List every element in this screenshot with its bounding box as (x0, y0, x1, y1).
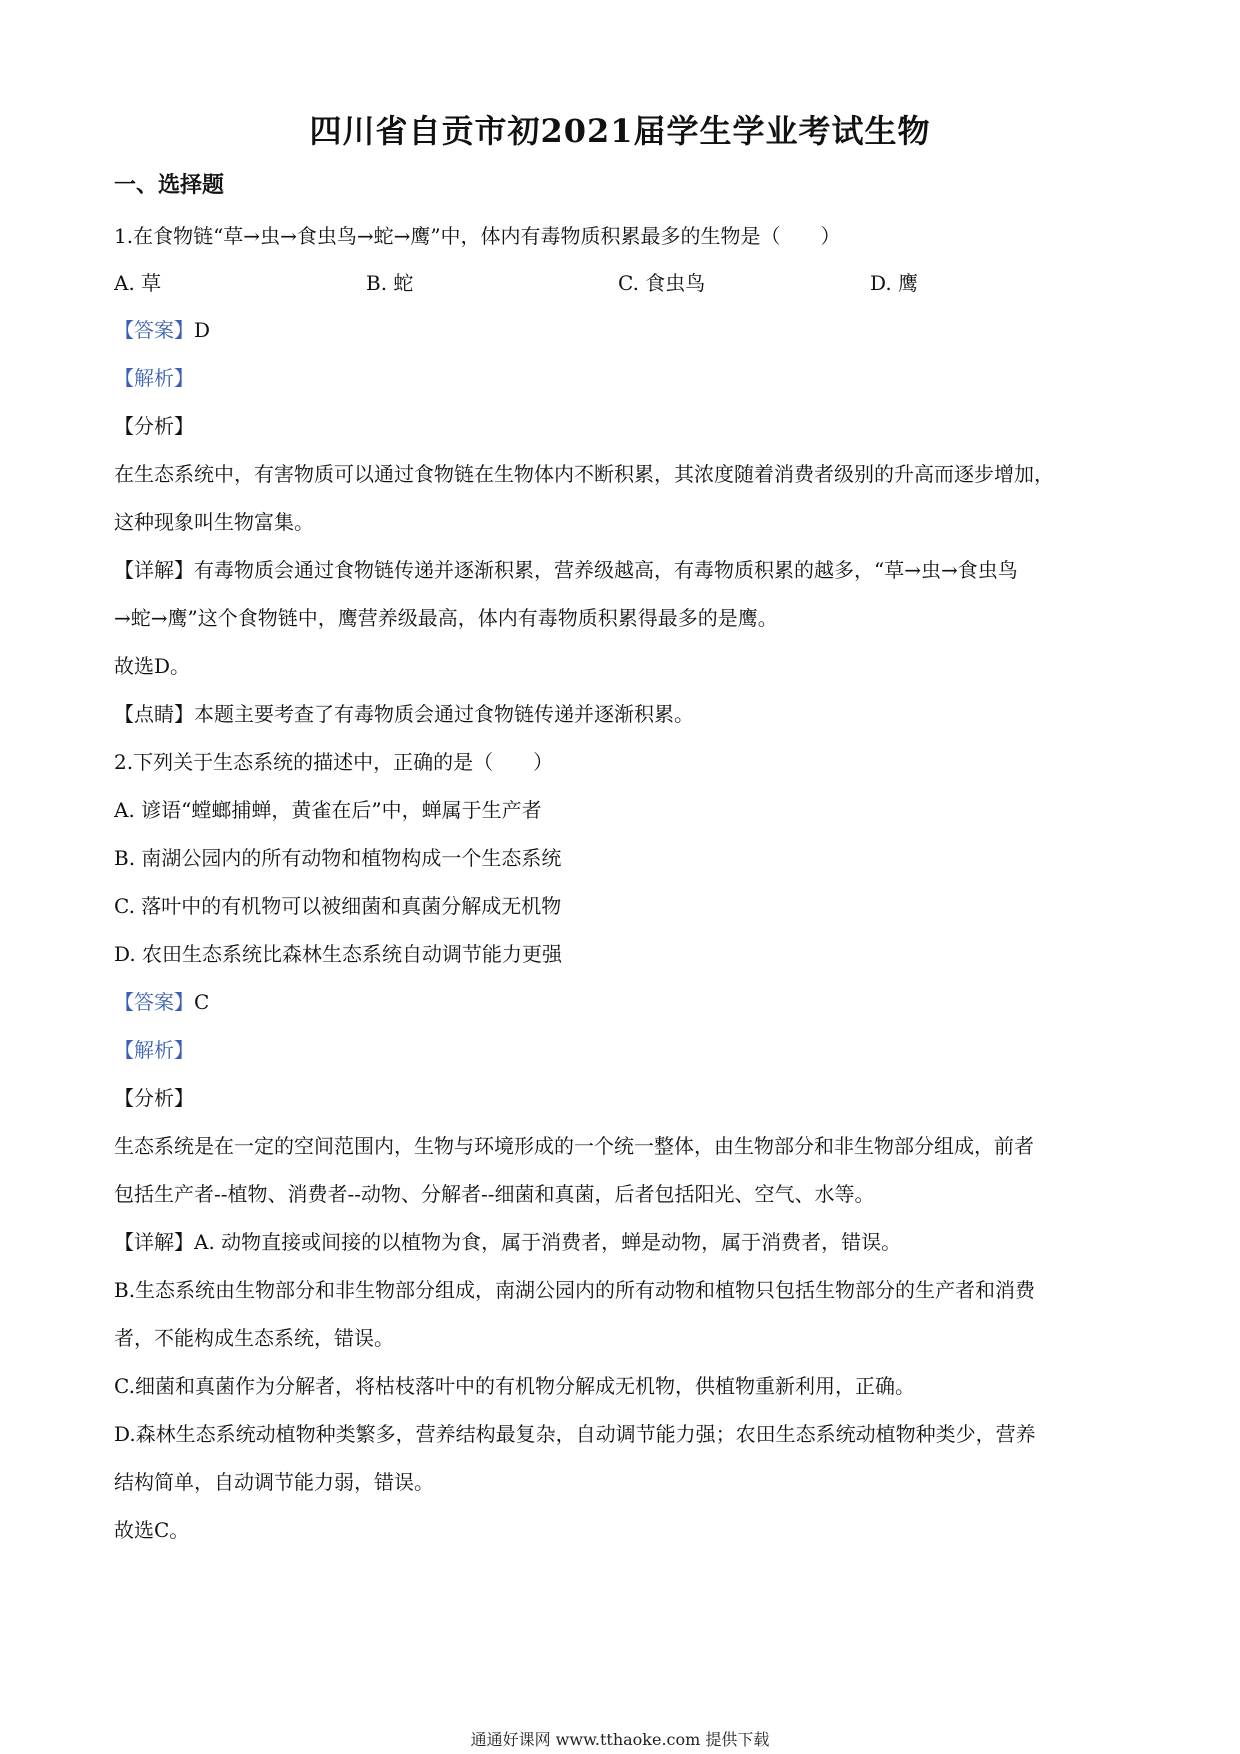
answer-value: C (194, 990, 210, 1014)
q2-detail-a (114, 1228, 901, 1256)
answer-value: D (194, 318, 211, 342)
document-title: 四川省自贡市初2021届学生学业考试生物 (309, 112, 931, 150)
q1-stem: 1.在食物链“草→虫→食虫鸟→蛇→鹰”中，体内有毒物质积累最多的生物是（ ） (114, 224, 841, 248)
q2-detail-c: C.细菌和真菌作为分解者，将枯枝落叶中的有机物分解成无机物，供植物重新利用，正确。 (114, 1374, 915, 1398)
analysis-tag: 【解析】 (114, 1038, 194, 1062)
answer-tag: 【答案】 (114, 318, 194, 342)
fenxi-tag: 【分析】 (114, 414, 194, 438)
comment-tag: 【点睛】 (114, 702, 194, 726)
detail-text: 有毒物质会通过食物链传递并逐渐积累，营养级越高，有毒物质积累的越多，“草→虫→食虫鸟 (194, 558, 1018, 582)
detail-text: A. 动物直接或间接的以植物为食，属于消费者，蝉是动物，属于消费者，错误。 (194, 1230, 902, 1254)
detail-tag: 【详解】 (114, 558, 194, 582)
q2-detail-b1: B.生态系统由生物部分和非生物部分组成，南湖公园内的所有动物和植物只包括生物部分的生产者和消费 (114, 1278, 1036, 1302)
q1-fenxi-line2: 这种现象叫生物富集。 (114, 510, 314, 534)
q1-option-b: B. 蛇 (366, 271, 414, 295)
q2-option-b: B. 南湖公园内的所有动物和植物构成一个生态系统 (114, 846, 562, 870)
comment-text: 本题主要考查了有毒物质会通过食物链传递并逐渐积累。 (194, 702, 694, 726)
section-heading: 一、选择题 (114, 172, 225, 198)
q1-fenxi-line1: 在生态系统中，有害物质可以通过食物链在生物体内不断积累，其浓度随着消费者级别的升高而逐步增加， (114, 462, 1054, 486)
q2-fenxi-line2: 包括生产者--植物、消费者--动物、分解者--细菌和真菌，后者包括阳光、空气、水等。 (114, 1182, 875, 1206)
q2-fenxi-line1: 生态系统是在一定的空间范围内，生物与环境形成的一个统一整体，由生物部分和非生物部分组成，前者 (114, 1134, 1034, 1158)
fenxi-tag: 【分析】 (114, 1086, 194, 1110)
analysis-tag: 【解析】 (114, 366, 194, 390)
q2-conclusion: 故选C。 (114, 1518, 190, 1542)
q1-answer-line (114, 316, 210, 344)
q2-option-a: A. 谚语“螳螂捕蝉，黄雀在后”中，蝉属于生产者 (114, 798, 542, 822)
q1-option-d: D. 鹰 (870, 271, 919, 295)
q1-option-c: C. 食虫鸟 (618, 271, 706, 295)
q1-detail-line2: →蛇→鹰”这个食物链中，鹰营养级最高，体内有毒物质积累得最多的是鹰。 (114, 606, 778, 630)
q1-conclusion: 故选D。 (114, 654, 191, 678)
q2-detail-d2: 结构简单，自动调节能力弱，错误。 (114, 1470, 434, 1494)
answer-tag: 【答案】 (114, 990, 194, 1014)
q1-detail-line1 (114, 556, 1018, 584)
q2-detail-d1: D.森林生态系统动植物种类繁多，营养结构最复杂，自动调节能力强；农田生态系统动植物种类少，营养 (114, 1422, 1036, 1446)
q2-detail-b2: 者，不能构成生态系统，错误。 (114, 1326, 394, 1350)
q2-stem: 2.下列关于生态系统的描述中，正确的是（ ） (114, 750, 554, 774)
q2-answer-line (114, 988, 209, 1016)
q2-option-d: D. 农田生态系统比森林生态系统自动调节能力更强 (114, 942, 563, 966)
footer-watermark: 通通好课网 www.tthaoke.com 提供下载 (470, 1730, 770, 1749)
q2-option-c: C. 落叶中的有机物可以被细菌和真菌分解成无机物 (114, 894, 562, 918)
detail-tag: 【详解】 (114, 1230, 194, 1254)
q1-option-a: A. 草 (114, 271, 162, 295)
q1-comment (114, 700, 694, 728)
